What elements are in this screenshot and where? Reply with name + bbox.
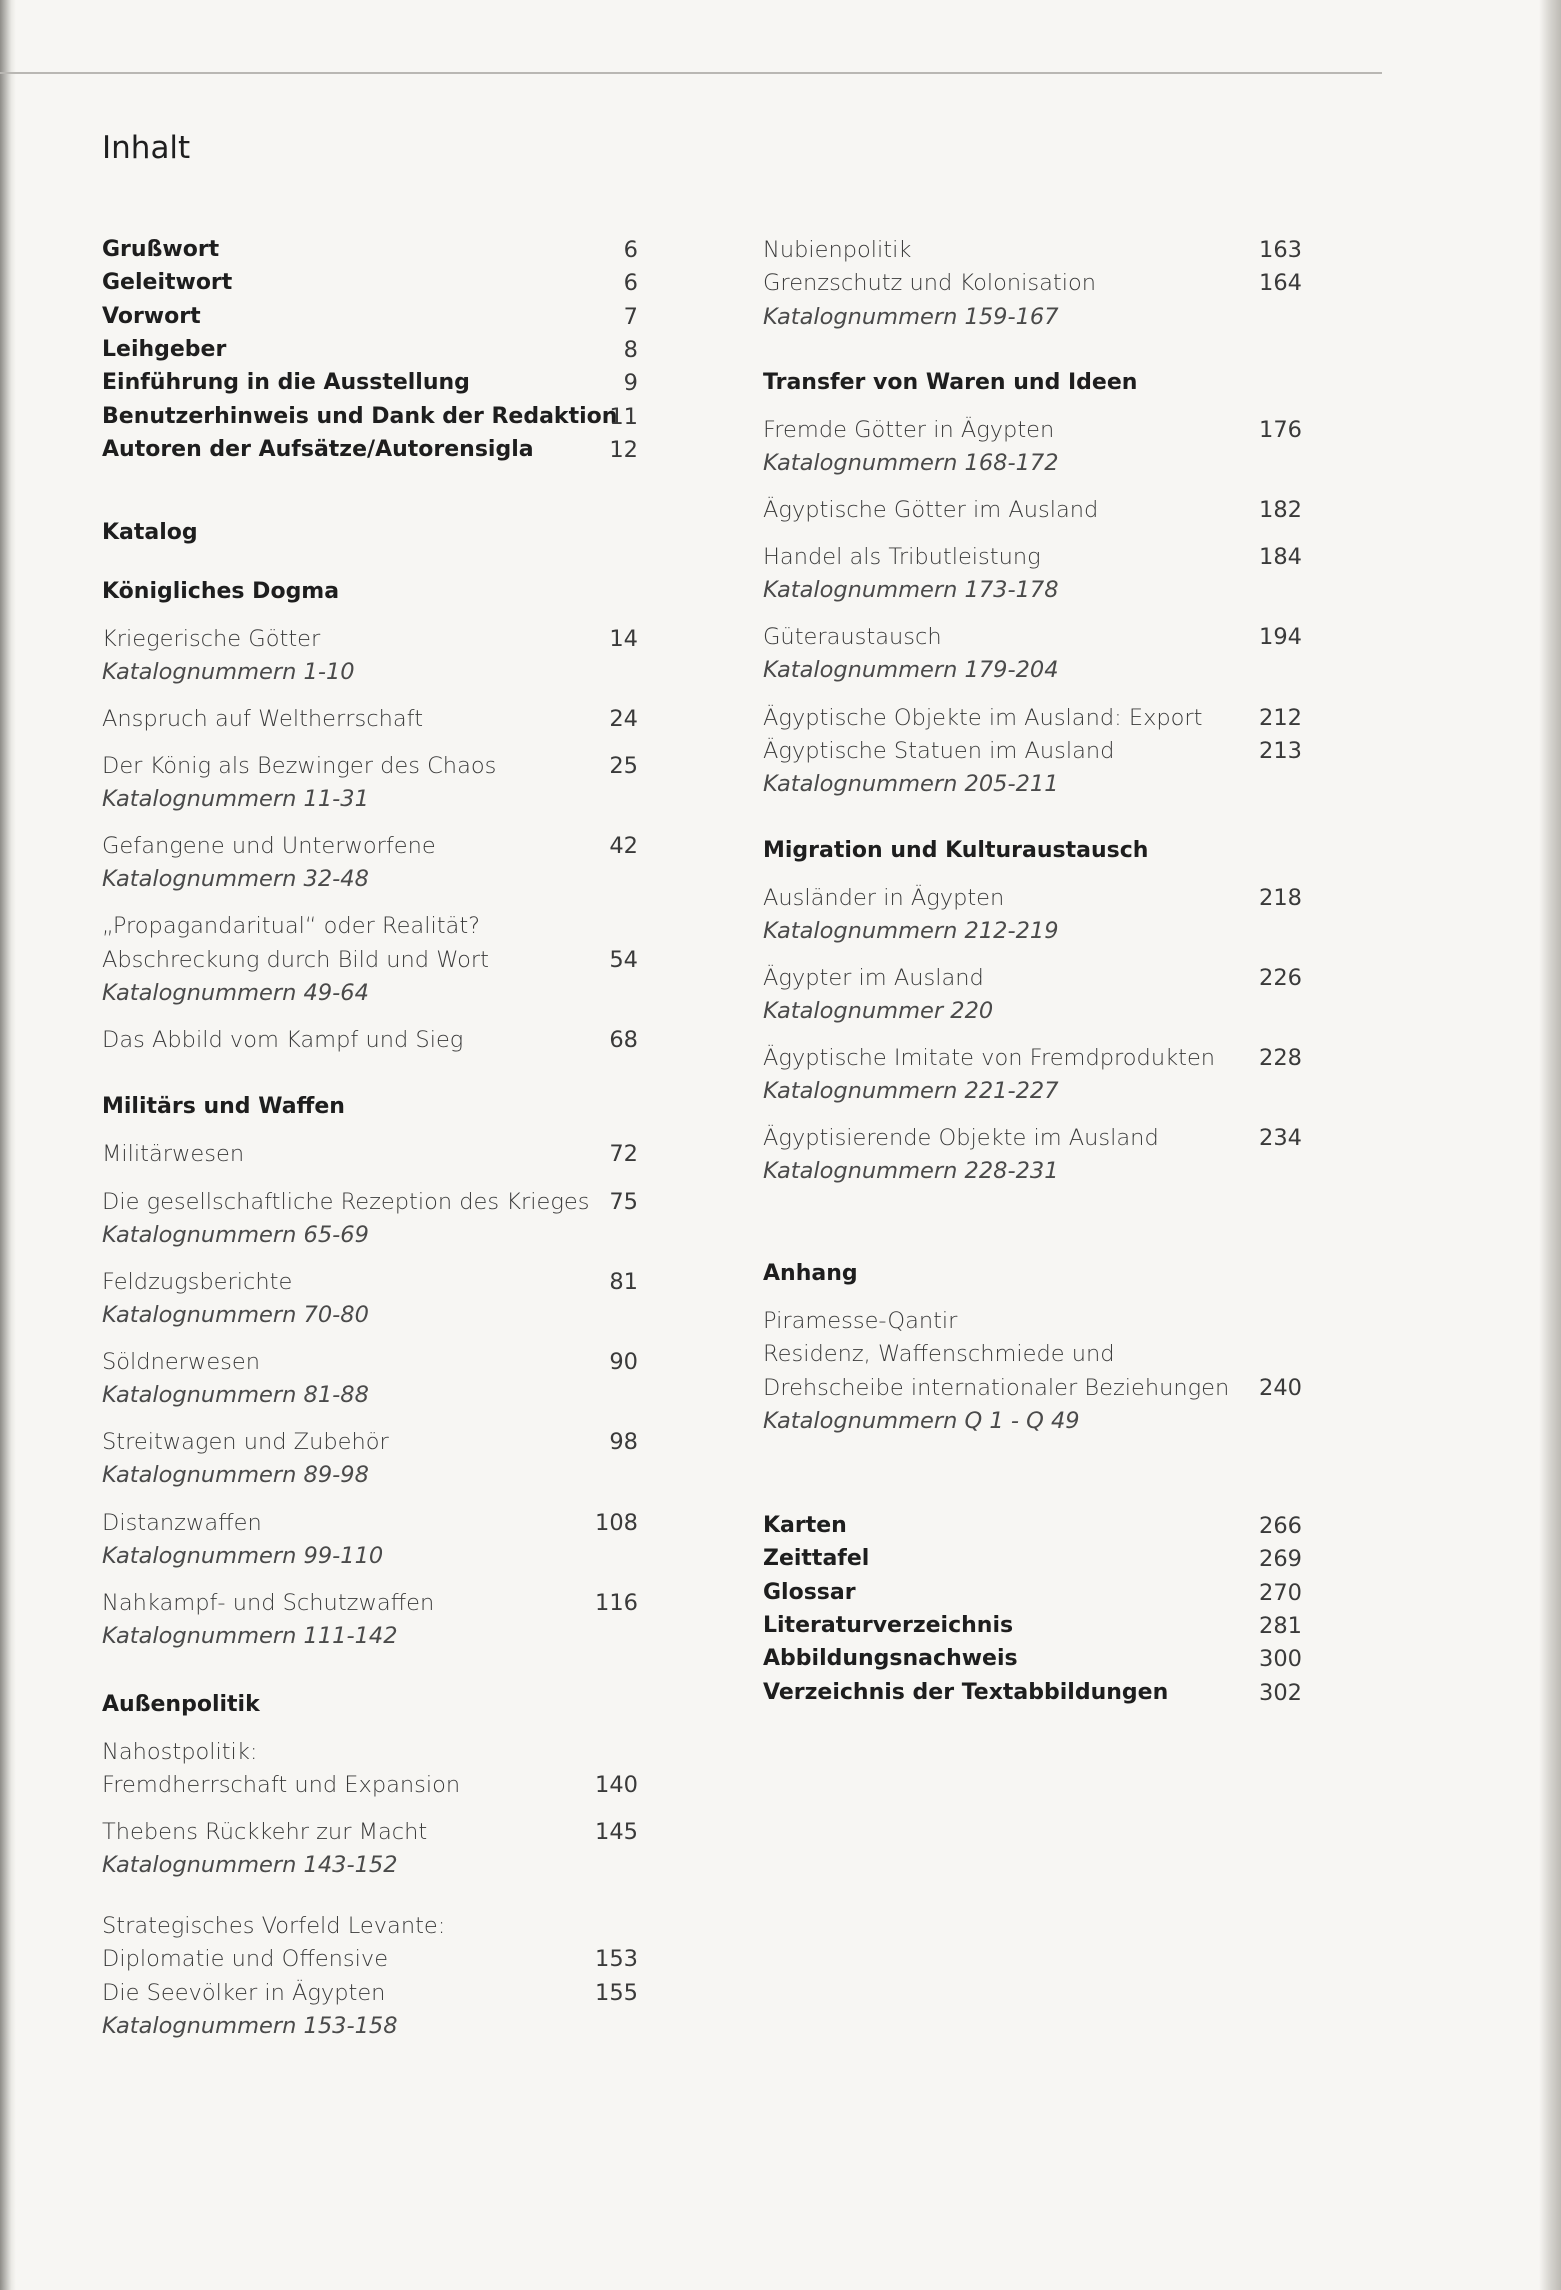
toc-entry-label: Ägyptische Götter im Ausland	[763, 497, 1099, 523]
toc-entry-page: 8	[623, 337, 638, 363]
toc-entry-page: 11	[609, 404, 638, 430]
catalog-range: Katalognummern Q 1 - Q 49	[763, 1408, 1080, 1434]
catalog-range: Katalognummern 205-211	[763, 771, 1059, 797]
page-edge-shadow	[1539, 0, 1561, 2290]
toc-entry-page: 153	[595, 1946, 638, 1972]
toc-entry-label: „Propagandaritual“ oder Realität?	[102, 913, 481, 939]
toc-entry-page: 164	[1259, 270, 1302, 296]
toc-entry-page: 155	[595, 1980, 638, 2006]
toc-entry-label: Feldzugsberichte	[102, 1269, 293, 1295]
catalog-range: Katalognummer 220	[763, 998, 994, 1024]
toc-entry-label: Piramesse-Qantir	[763, 1308, 958, 1334]
toc-entry-label: Strategisches Vorfeld Levante:	[102, 1913, 446, 1939]
toc-entry-label: Zeittafel	[763, 1546, 870, 1571]
toc-entry-page: 266	[1259, 1513, 1302, 1539]
catalog-range: Katalognummern 89-98	[102, 1462, 369, 1488]
toc-entry-label: Geleitwort	[102, 270, 233, 295]
toc-entry-page: 182	[1259, 497, 1302, 523]
toc-entry-label: Ägyptische Statuen im Ausland	[763, 738, 1115, 764]
toc-entry-page: 218	[1259, 885, 1302, 911]
toc-entry-label: Kriegerische Götter	[102, 626, 321, 652]
toc-entry-label: Grußwort	[102, 237, 220, 262]
toc-entry-label: Einführung in die Ausstellung	[102, 370, 470, 395]
toc-entry-page: 240	[1259, 1375, 1302, 1401]
toc-entry-label: Literaturverzeichnis	[763, 1613, 1014, 1638]
toc-entry-page: 81	[609, 1269, 638, 1295]
toc-entry-page: 75	[609, 1189, 638, 1215]
catalog-range: Katalognummern 221-227	[763, 1078, 1059, 1104]
toc-entry-label: Gefangene und Unterworfene	[102, 833, 436, 859]
header-rule	[0, 72, 1382, 74]
toc-entry-label: Nahkampf- und Schutzwaffen	[102, 1590, 435, 1616]
toc-entry-label: Karten	[763, 1513, 847, 1538]
toc-entry-page: 12	[609, 437, 638, 463]
toc-entry-page: 300	[1259, 1646, 1302, 1672]
toc-entry-label: Distanzwaffen	[102, 1510, 262, 1536]
toc-entry-page: 234	[1259, 1125, 1302, 1151]
catalog-range: Katalognummern 143-152	[102, 1852, 398, 1878]
toc-entry-page: 6	[623, 237, 638, 263]
toc-entry-label: Glossar	[763, 1580, 856, 1605]
toc-entry-label: Militärwesen	[102, 1141, 245, 1167]
toc-entry-label: Fremde Götter in Ägypten	[763, 417, 1055, 443]
toc-entry-page: 90	[609, 1349, 638, 1375]
toc-entry-page: 228	[1259, 1045, 1302, 1071]
toc-entry-label: Grenzschutz und Kolonisation	[763, 270, 1096, 296]
catalog-range: Katalognummern 228-231	[763, 1158, 1059, 1184]
page-title: Inhalt	[102, 130, 191, 166]
catalog-range: Katalognummern 153-158	[102, 2013, 398, 2039]
toc-entry-page: 213	[1259, 738, 1302, 764]
binding-shadow	[0, 0, 16, 2290]
toc-entry-page: 116	[595, 1590, 638, 1616]
toc-entry-label: Drehscheibe internationaler Beziehungen	[763, 1375, 1230, 1401]
catalog-range: Katalognummern 70-80	[102, 1302, 369, 1328]
catalog-range: Katalognummern 159-167	[763, 304, 1059, 330]
toc-entry-page: 269	[1259, 1546, 1302, 1572]
toc-entry-label: Leihgeber	[102, 337, 227, 362]
toc-entry-page: 24	[609, 706, 638, 732]
toc-entry-page: 226	[1259, 965, 1302, 991]
toc-entry-label: Abschreckung durch Bild und Wort	[102, 947, 489, 973]
section-heading: Militärs und Waffen	[102, 1094, 345, 1119]
toc-entry-label: Residenz, Waffenschmiede und	[763, 1341, 1115, 1367]
toc-entry-page: 140	[595, 1772, 638, 1798]
toc-entry-label: Das Abbild vom Kampf und Sieg	[102, 1027, 464, 1053]
catalog-range: Katalognummern 49-64	[102, 980, 369, 1006]
toc-entry-page: 9	[623, 370, 638, 396]
section-heading: Transfer von Waren und Ideen	[763, 370, 1138, 395]
catalog-range: Katalognummern 99-110	[102, 1543, 384, 1569]
catalog-range: Katalognummern 65-69	[102, 1222, 369, 1248]
toc-entry-page: 6	[623, 270, 638, 296]
section-heading-katalog: Katalog	[102, 520, 198, 545]
toc-entry-label: Ägyptische Imitate von Fremdprodukten	[763, 1045, 1216, 1071]
toc-entry-page: 212	[1259, 705, 1302, 731]
toc-entry-page: 184	[1259, 544, 1302, 570]
toc-entry-label: Nubienpolitik	[763, 237, 912, 263]
toc-entry-page: 194	[1259, 624, 1302, 650]
toc-entry-label: Fremdherrschaft und Expansion	[102, 1772, 461, 1798]
catalog-range: Katalognummern 179-204	[763, 657, 1059, 683]
toc-entry-page: 42	[609, 833, 638, 859]
section-heading: Anhang	[763, 1261, 858, 1286]
toc-entry-page: 145	[595, 1819, 638, 1845]
toc-entry-page: 98	[609, 1429, 638, 1455]
catalog-range: Katalognummern 11-31	[102, 786, 369, 812]
toc-entry-page: 68	[609, 1027, 638, 1053]
toc-entry-label: Diplomatie und Offensive	[102, 1946, 389, 1972]
toc-entry-label: Die gesellschaftliche Rezeption des Krieges	[102, 1189, 590, 1215]
toc-entry-page: 7	[623, 304, 638, 330]
catalog-range: Katalognummern 81-88	[102, 1382, 369, 1408]
toc-entry-page: 176	[1259, 417, 1302, 443]
toc-entry-label: Abbildungsnachweis	[763, 1646, 1018, 1671]
catalog-range: Katalognummern 168-172	[763, 450, 1059, 476]
toc-entry-label: Güteraustausch	[763, 624, 942, 650]
toc-entry-label: Streitwagen und Zubehör	[102, 1429, 389, 1455]
toc-entry-label: Verzeichnis der Textabbildungen	[763, 1680, 1169, 1705]
toc-entry-label: Autoren der Aufsätze/Autorensigla	[102, 437, 534, 462]
catalog-range: Katalognummern 1-10	[102, 659, 355, 685]
toc-entry-label: Anspruch auf Weltherrschaft	[102, 706, 424, 732]
toc-entry-label: Vorwort	[102, 304, 201, 329]
toc-entry-page: 163	[1259, 237, 1302, 263]
toc-entry-label: Der König als Bezwinger des Chaos	[102, 753, 497, 779]
toc-entry-label: Handel als Tributleistung	[763, 544, 1041, 570]
toc-entry-page: 54	[609, 947, 638, 973]
catalog-range: Katalognummern 173-178	[763, 577, 1059, 603]
toc-entry-label: Ägypter im Ausland	[763, 965, 984, 991]
toc-entry-label: Ägyptisierende Objekte im Ausland	[763, 1125, 1159, 1151]
toc-entry-label: Benutzerhinweis und Dank der Redaktion	[102, 404, 618, 429]
section-heading: Außenpolitik	[102, 1692, 260, 1717]
toc-entry-label: Die Seevölker in Ägypten	[102, 1980, 386, 2006]
toc-entry-label: Nahostpolitik:	[102, 1739, 258, 1765]
toc-entry-page: 14	[609, 626, 638, 652]
toc-entry-page: 270	[1259, 1580, 1302, 1606]
toc-entry-page: 72	[609, 1141, 638, 1167]
catalog-range: Katalognummern 111-142	[102, 1623, 398, 1649]
toc-entry-label: Ägyptische Objekte im Ausland: Export	[763, 705, 1203, 731]
section-heading: Migration und Kulturaustausch	[763, 838, 1149, 863]
toc-entry-label: Ausländer in Ägypten	[763, 885, 1005, 911]
toc-entry-label: Thebens Rückkehr zur Macht	[102, 1819, 428, 1845]
toc-entry-label: Söldnerwesen	[102, 1349, 261, 1375]
toc-entry-page: 25	[609, 753, 638, 779]
section-heading: Königliches Dogma	[102, 579, 340, 604]
toc-entry-page: 108	[595, 1510, 638, 1536]
toc-entry-page: 281	[1259, 1613, 1302, 1639]
toc-entry-page: 302	[1259, 1680, 1302, 1706]
catalog-range: Katalognummern 32-48	[102, 866, 369, 892]
catalog-range: Katalognummern 212-219	[763, 918, 1059, 944]
